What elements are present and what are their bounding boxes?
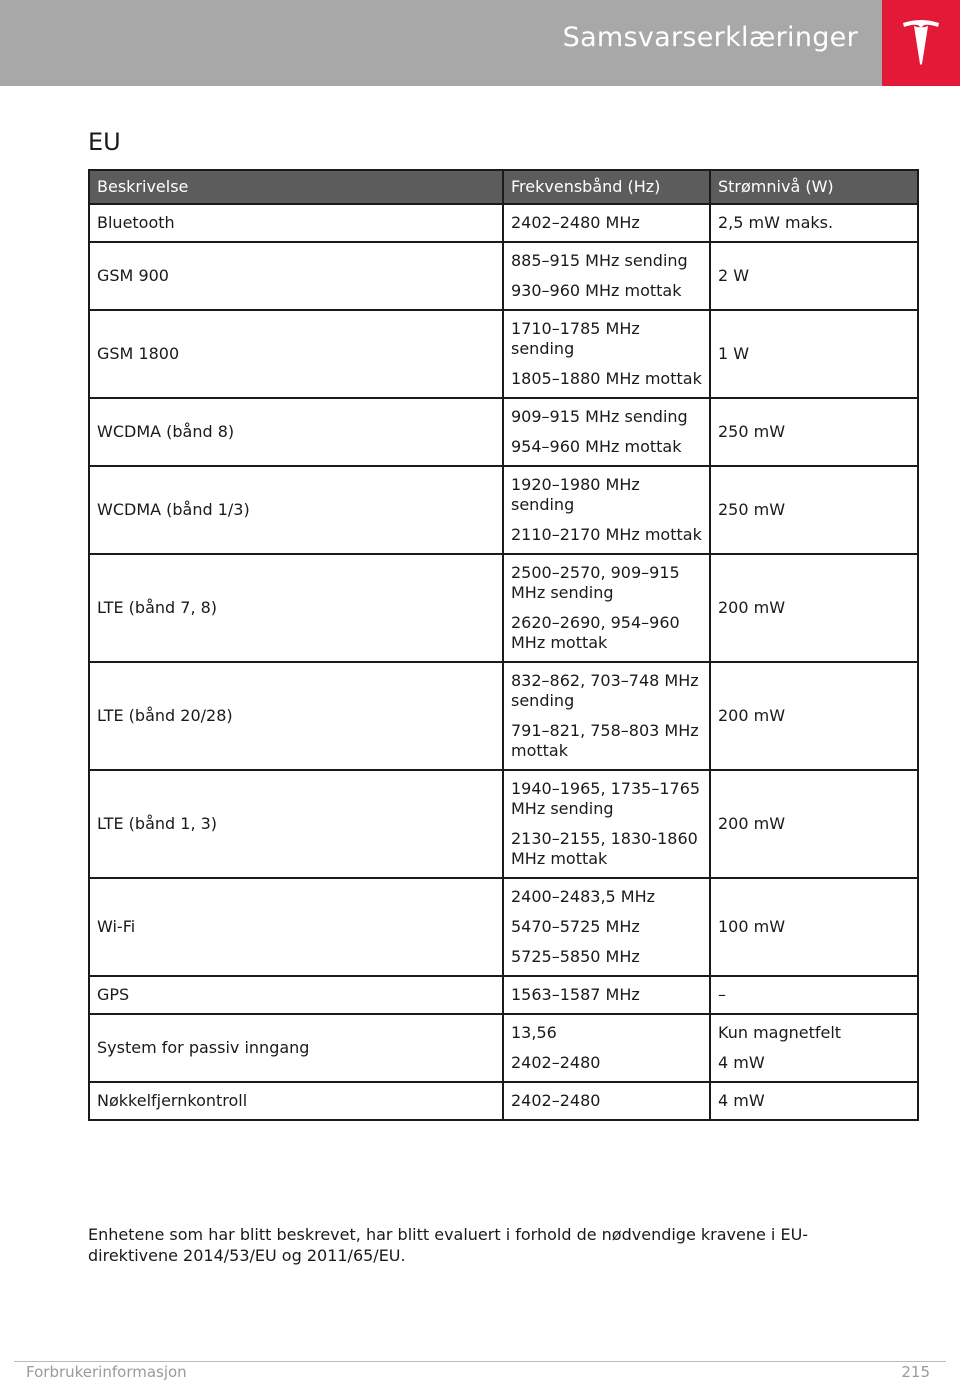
power-line: 1 W	[718, 344, 750, 363]
table-row	[89, 770, 918, 878]
cell-frequency	[503, 310, 710, 398]
cell-frequency	[503, 770, 710, 878]
table-row	[89, 310, 918, 398]
footer-section: Forbrukerinformasjon	[26, 1363, 187, 1381]
cell-power	[710, 770, 918, 878]
frequency-line: 909–915 MHz sending	[511, 407, 688, 426]
cell-power	[710, 204, 918, 242]
cell-power	[710, 466, 918, 554]
power-line: 2 W	[718, 266, 750, 285]
power-line: Kun magnetfelt	[718, 1023, 842, 1042]
frequency-line: 2402–2480	[511, 1053, 601, 1072]
frequency-line: 1920–1980 MHz sending	[511, 475, 640, 514]
cell-description: Bluetooth	[89, 204, 503, 242]
cell-power	[710, 878, 918, 976]
cell-description: LTE (bånd 1, 3)	[89, 770, 503, 878]
power-line: 200 mW	[718, 598, 786, 617]
cell-frequency	[503, 398, 710, 466]
cell-frequency	[503, 242, 710, 310]
frequency-line: 5725–5850 MHz	[511, 947, 640, 966]
table-row	[89, 1014, 918, 1082]
frequency-line: 5470–5725 MHz	[511, 917, 640, 936]
table-row	[89, 242, 918, 310]
frequency-line: 791–821, 758–803 MHz mottak	[511, 721, 699, 760]
frequency-line: 2110–2170 MHz mottak	[511, 525, 702, 544]
cell-frequency	[503, 1082, 710, 1120]
cell-power	[710, 398, 918, 466]
page-number: 215	[901, 1363, 930, 1381]
frequency-line: 2400–2483,5 MHz	[511, 887, 656, 906]
power-line: 100 mW	[718, 917, 786, 936]
column-header-description: Beskrivelse	[89, 170, 503, 204]
frequency-line: 2402–2480	[511, 1091, 601, 1110]
power-line: 250 mW	[718, 422, 786, 441]
frequency-line: 2402–2480 MHz	[511, 213, 640, 232]
cell-power	[710, 554, 918, 662]
cell-power	[710, 1082, 918, 1120]
power-line: 2,5 mW maks.	[718, 213, 834, 232]
table-row	[89, 1082, 918, 1120]
power-line: 200 mW	[718, 814, 786, 833]
cell-frequency	[503, 466, 710, 554]
compliance-table	[88, 169, 919, 1121]
cell-frequency	[503, 662, 710, 770]
cell-power	[710, 1014, 918, 1082]
power-line: 250 mW	[718, 500, 786, 519]
compliance-note: Enhetene som har blitt beskrevet, har blitt evaluert i forhold de nødvendige kravene i EU-direktivene 2014/53/EU og 2011/65/EU.	[88, 1225, 809, 1265]
cell-description: WCDMA (bånd 1/3)	[89, 466, 503, 554]
cell-description: Nøkkelfjernkontroll	[89, 1082, 503, 1120]
column-header-power: Strømnivå (W)	[710, 170, 918, 204]
cell-power	[710, 662, 918, 770]
section-title: EU	[88, 128, 121, 156]
header-title: Samsvarserklæringer	[562, 22, 858, 53]
frequency-line: 1805–1880 MHz mottak	[511, 369, 702, 388]
tesla-logo-icon	[901, 18, 941, 66]
brand-logo-box	[882, 0, 960, 86]
cell-description: LTE (bånd 7, 8)	[89, 554, 503, 662]
table-row	[89, 204, 918, 242]
column-header-frequency: Frekvensbånd (Hz)	[503, 170, 710, 204]
power-line: 4 mW	[718, 1091, 765, 1110]
table-row	[89, 878, 918, 976]
frequency-line: 832–862, 703–748 MHz sending	[511, 671, 699, 710]
cell-description: GPS	[89, 976, 503, 1014]
frequency-line: 1710–1785 MHz sending	[511, 319, 640, 358]
cell-description: GSM 900	[89, 242, 503, 310]
frequency-line: 2130–2155, 1830-1860 MHz mottak	[511, 829, 698, 868]
cell-description: WCDMA (bånd 8)	[89, 398, 503, 466]
frequency-line: 13,56	[511, 1023, 557, 1042]
table-row	[89, 976, 918, 1014]
cell-frequency	[503, 204, 710, 242]
cell-frequency	[503, 976, 710, 1014]
power-line: 200 mW	[718, 706, 786, 725]
power-line: 4 mW	[718, 1053, 765, 1072]
table-row	[89, 398, 918, 466]
cell-description: LTE (bånd 20/28)	[89, 662, 503, 770]
frequency-line: 885–915 MHz sending	[511, 251, 688, 270]
frequency-line: 954–960 MHz mottak	[511, 437, 682, 456]
footer-divider	[14, 1361, 946, 1362]
table-header-row	[89, 170, 918, 204]
frequency-line: 2500–2570, 909–915 MHz sending	[511, 563, 680, 602]
cell-description: GSM 1800	[89, 310, 503, 398]
page-header	[0, 0, 960, 86]
cell-power	[710, 242, 918, 310]
table-row	[89, 466, 918, 554]
cell-frequency	[503, 554, 710, 662]
table-row	[89, 554, 918, 662]
cell-frequency	[503, 878, 710, 976]
frequency-line: 2620–2690, 954–960 MHz mottak	[511, 613, 680, 652]
cell-description: System for passiv inngang	[89, 1014, 503, 1082]
power-line: –	[718, 985, 726, 1004]
cell-power	[710, 976, 918, 1014]
frequency-line: 930–960 MHz mottak	[511, 281, 682, 300]
frequency-line: 1940–1965, 1735–1765 MHz sending	[511, 779, 701, 818]
cell-description: Wi-Fi	[89, 878, 503, 976]
cell-power	[710, 310, 918, 398]
frequency-line: 1563–1587 MHz	[511, 985, 640, 1004]
cell-frequency	[503, 1014, 710, 1082]
table-row	[89, 662, 918, 770]
